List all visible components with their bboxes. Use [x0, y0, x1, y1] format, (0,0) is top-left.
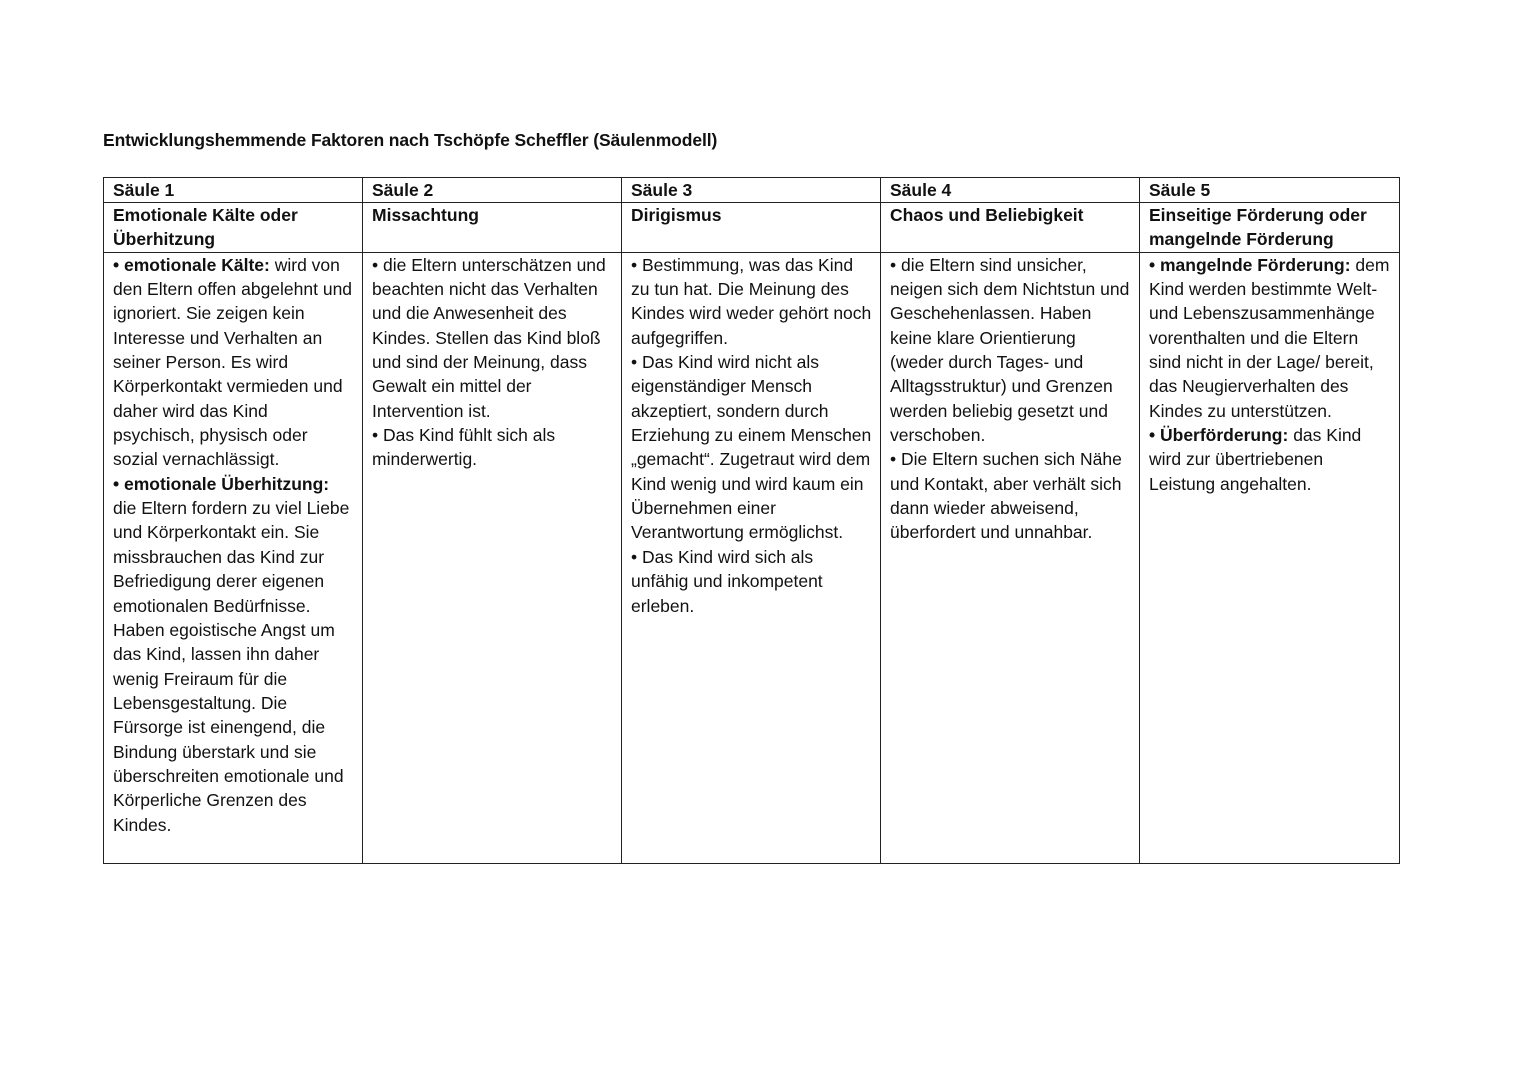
item-term: • emotionale Kälte: [113, 254, 270, 275]
item-text: • Das Kind wird nicht als eigenständiger Mensch akzeptiert, sondern durch Erziehung zu einem Menschen „gemacht“. Zugetraut wird dem Kind wenig und wird kaum ein Übernehmen einer Verantwortung ermöglichst. [631, 352, 872, 543]
pillar-1-item [113, 253, 354, 472]
page-title: Entwicklungshemmende Faktoren nach Tschöpfe Scheffler (Säulenmodell) [103, 130, 718, 150]
pillar-3-description [622, 252, 881, 863]
pillar-3-number: Säule 3 [622, 178, 881, 203]
pillar-2-number: Säule 2 [363, 178, 622, 203]
item-text: • die Eltern unterschätzen und beachten nicht das Verhalten und die Anwesenheit des Kindes. Stellen das Kind bloß und sind der Meinung, dass Gewalt ein mittel der Intervention ist. [372, 254, 606, 421]
item-text: das Kind wird zur übertriebenen Leistung angehalten. [1149, 425, 1362, 494]
pillar-table [103, 177, 1400, 864]
item-text: die Eltern fordern zu viel Liebe und Körperkontakt ein. Sie missbrauchen das Kind zur Befriedigung derer eigenen emotionalen Bedürfnisse. Haben egoistische Angst um das Kind, lassen ihn daher wenig Freiraum für die Lebensgestaltung. Die Fürsorge ist einengend, die Bindung überstark und sie überschreiten emotionale und Körperliche Grenzen des Kindes. [113, 498, 350, 835]
item-text: wird von den Eltern offen abgelehnt und ignoriert. Sie zeigen kein Interesse und Verhalten an seiner Person. Es wird Körperkontakt vermieden und daher wird das Kind psychisch, physisch oder sozial vernachlässigt. [113, 254, 353, 470]
item-text: • die Eltern sind unsicher, neigen sich dem Nichtstun und Geschehenlassen. Haben keine klare Orientierung (weder durch Tages- und Alltagsstruktur) und Grenzen werden beliebig gesetzt und verschoben. [890, 254, 1130, 446]
pillar-1-name: Emotionale Kälte oder Überhitzung [104, 203, 363, 253]
pillar-1-item [113, 472, 354, 837]
pillar-4-item [890, 253, 1131, 448]
item-term: • mangelnde Förderung: [1149, 254, 1351, 275]
item-text: • Die Eltern suchen sich Nähe und Kontakt, aber verhält sich dann wieder abweisend, überfordert und unnahbar. [890, 449, 1122, 543]
pillar-5-number: Säule 5 [1140, 178, 1400, 203]
pillar-2-item [372, 423, 613, 472]
pillar-4-name: Chaos und Beliebigkeit [881, 203, 1140, 253]
pillar-4-item [890, 447, 1131, 544]
pillar-2-description [363, 252, 622, 863]
pillar-2-name: Missachtung [363, 203, 622, 253]
pillar-5-name: Einseitige Förderung oder mangelnde Förderung [1140, 203, 1400, 253]
pillar-1-description [104, 252, 363, 863]
pillar-3-item [631, 253, 872, 350]
pillar-3-item [631, 350, 872, 545]
pillar-1-number: Säule 1 [104, 178, 363, 203]
item-text: dem Kind werden bestimmte Welt- und Lebenszusammenhänge vorenthalten und die Eltern sind nicht in der Lage/ bereit, das Neugierverhalten des Kindes zu unterstützen. [1149, 254, 1390, 421]
pillar-5-description [1140, 252, 1400, 863]
pillar-3-name: Dirigismus [622, 203, 881, 253]
pillar-4-description [881, 252, 1140, 863]
pillar-3-item [631, 545, 872, 618]
pillar-2-item [372, 253, 613, 423]
pillar-5-item [1149, 253, 1391, 423]
item-text: • Das Kind fühlt sich als minderwertig. [372, 425, 556, 470]
pillar-4-number: Säule 4 [881, 178, 1140, 203]
item-term: • emotionale Überhitzung: [113, 473, 330, 494]
pillar-5-item [1149, 423, 1391, 496]
item-text: • Das Kind wird sich als unfähig und inkompetent erleben. [631, 546, 823, 616]
item-term: • Überförderung: [1149, 425, 1289, 446]
item-text: • Bestimmung, was das Kind zu tun hat. Die Meinung des Kindes wird weder gehört noch aufgegriffen. [631, 254, 872, 348]
pillar-description-row [104, 252, 1400, 863]
pillar-number-row [104, 178, 1400, 203]
pillar-name-row [104, 203, 1400, 253]
